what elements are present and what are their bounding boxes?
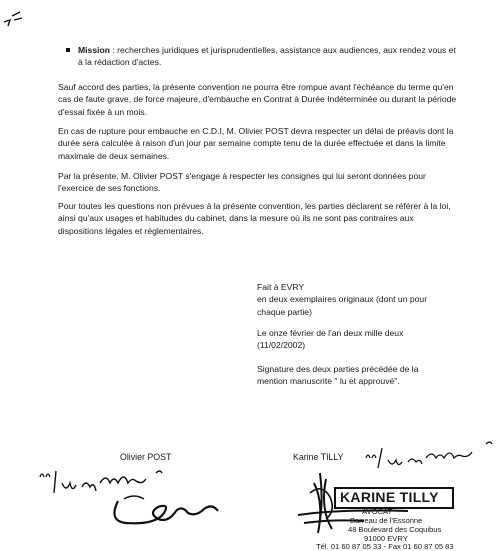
mission-description: : recherches juridiques et jurisprudentielles, assistance aux audiences, aux rendez vous et à la rédaction d'actes. [78,45,456,68]
stamp-phone: Tél. 01 60 87 05 33 - Fax 01 60 87 05 83 [316,542,454,551]
signatory-right-name: Karine TILLY [293,452,344,462]
mission-text [78,44,458,69]
paragraph-questions: Pour toutes les questions non prévues à la présente convention, les parties déclarent se référer à la loi, ainsi qu'aux usages et habitudes du cabinet, dans la mesure où ils ne sont pas contraires aux dispositions légales et réglementaires. [58,201,451,236]
stamp-bar: Barreau de l'Essonne [350,516,423,525]
paragraph-preavis: En cas de rupture pour embauche en C.D.I, M. Olivier POST devra respecter un délai de préavis dont la durée sera calculée à raison d'un jour par semaine compte tenu de la durée effectuée et dans la limite maximale de deux semaines. [58,126,454,161]
scan-corner-mark [2,8,24,30]
closing-date: Le onze février de l'an deux mille deux (11/02/2002) [257,328,404,351]
stamp-title: AVOCAT [362,507,393,516]
paragraph-consignes: Par la présente, M. Olivier POST s'engage à respecter les consignes qui lui seront données pour l'exercice de ses fonctions. [58,171,426,194]
handwritten-signature-left [34,463,234,543]
lawyer-stamp [290,463,470,549]
stamp-address: 48 Boulevard des Coquibus [348,525,442,534]
stamp-city: 91000 EVRY [364,534,408,543]
closing-place: Fait à EVRY en deux exemplaires originaux (dont un pour chaque partie) [257,282,428,317]
stamp-name: KARINE TILLY [340,489,439,505]
mission-label: Mission [78,45,110,55]
closing-signature-note: Signature des deux parties précédée de la mention manuscrite " lu et approuvé". [257,364,419,387]
paragraph-rupture: Sauf accord des parties, la présente convention ne pourra être rompue avant l'échéance du terme qu'en cas de faute grave, de force majeure, d'embauche en Contrat à Durée Indéterminée ou durant la période d'essai fixée à un mois. [58,82,457,117]
bullet-icon [66,48,70,52]
signatory-left-name: Olivier POST [120,452,172,462]
